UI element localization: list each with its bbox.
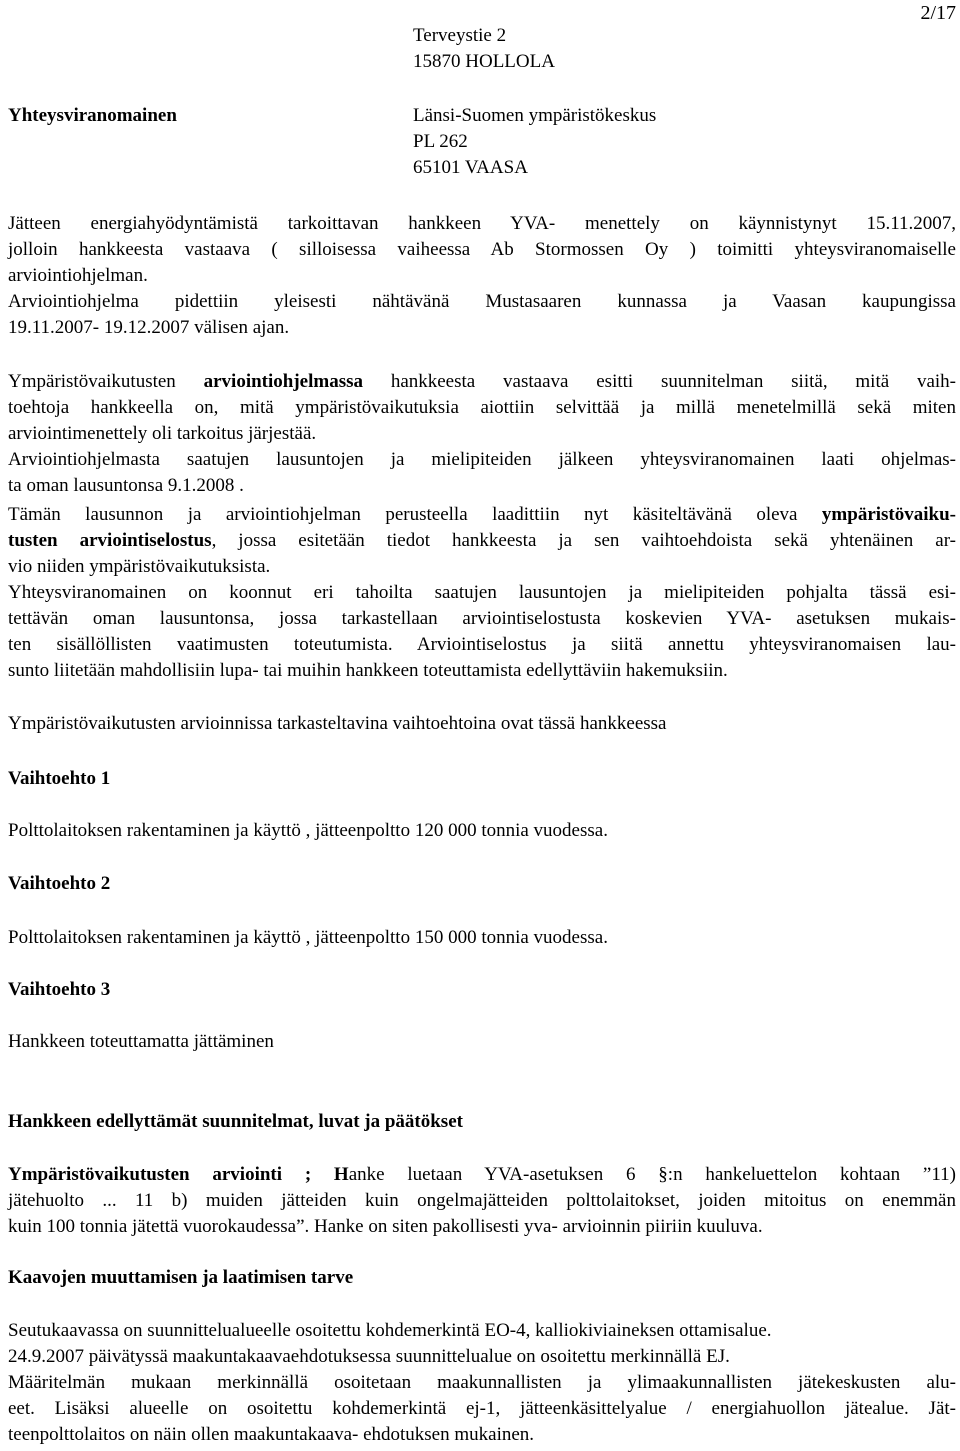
contact-line-2: PL 262 xyxy=(413,131,468,152)
process-paragraph-4 xyxy=(8,580,956,684)
eia-paragraph xyxy=(8,1162,956,1240)
address-line-1: Terveystie 2 xyxy=(413,25,507,46)
alternative-1-text: Polttolaitoksen rakentaminen ja käyttö , jätteenpoltto 120 000 tonnia vuodessa. xyxy=(8,820,608,841)
alternative-1-title: Vaihtoehto 1 xyxy=(8,768,111,789)
text-line: arviointimenettely oli tarkoitus järjestää. xyxy=(8,423,317,444)
contact-line-1: Länsi-Suomen ympäristökeskus xyxy=(413,105,657,126)
zoning-paragraph xyxy=(8,1318,956,1448)
text-run: , jossa esitetään tiedot hankkeesta ja sen vaihtoehdoista sekä yhtenäinen ar- xyxy=(211,530,956,551)
text-run: Tämän lausunnon ja arviointiohjelman perusteella laadittiin nyt käsiteltävänä oleva xyxy=(8,504,822,525)
contact-label: Yhteysviranomainen xyxy=(8,105,177,126)
emphasis-arviointiselostus: tusten arviointiselostus xyxy=(8,530,212,551)
text-line: Yhteysviranomainen on koonnut eri tahoilta saatujen lausuntojen ja mielipiteiden pohjalta tässä esi- xyxy=(8,582,956,603)
eia-label: Ympäristövaikutusten arviointi ; H xyxy=(8,1164,349,1185)
text-line: ten sisällöllisten vaatimusten toteutumista. Arviointiselostus ja siitä annettu yhteysviranomaisen lau- xyxy=(8,634,956,655)
alternative-3-text: Hankkeen toteuttamatta jättäminen xyxy=(8,1031,274,1052)
text-line: Arviointiohjelma pidettiin yleisesti nähtävänä Mustasaaren kunnassa ja Vaasan kaupungissa xyxy=(8,291,956,312)
text-line: kuin 100 tonnia jätettä vuorokaudessa”. Hanke on siten pakollisesti yva- arvioinnin piiriin kuuluva. xyxy=(8,1216,763,1237)
text-line: Seutukaavassa on suunnittelualueelle osoitettu kohdemerkintä EO-4, kalliokiviaineksen ottamisalue. xyxy=(8,1320,772,1341)
text-line: arviointiohjelman. xyxy=(8,265,148,286)
alternatives-intro: Ympäristövaikutusten arvioinnissa tarkasteltavina vaihtoehtoina ovat tässä hankkeessa xyxy=(8,713,667,734)
text-line xyxy=(8,528,956,554)
alternative-2-title: Vaihtoehto 2 xyxy=(8,873,111,894)
alternative-3-title: Vaihtoehto 3 xyxy=(8,979,111,1000)
intro-paragraph-1 xyxy=(8,211,956,289)
text-run: anke luetaan YVA-asetuksen 6 §:n hankeluettelon kohtaan ”11) xyxy=(348,1164,956,1185)
text-line: Jätteen energiahyödyntämistä tarkoittavan hankkeen YVA- menettely on käynnistynyt 15.11.2007, xyxy=(8,213,956,234)
text-line: vio niiden ympäristövaikutuksista. xyxy=(8,556,271,577)
text-line: toehtoja hankkeella on, mitä ympäristövaikutuksia aiottiin selvittää ja millä menetelmillä sekä miten xyxy=(8,397,956,418)
process-paragraph-1 xyxy=(8,369,956,447)
text-line: teenpolttolaitos on näin ollen maakuntakaava- ehdotuksen mukainen. xyxy=(8,1424,535,1445)
page-number: 2/17 xyxy=(920,2,956,24)
text-line: tettävän oman lausuntonsa, jossa tarkastellaan arviointiselostusta koskevien YVA- asetuksen mukais- xyxy=(8,608,956,629)
process-paragraph-3 xyxy=(8,502,956,580)
text-line: sunto liitetään mahdollisiin lupa- tai muihin hankkeen toteuttamista edellyttäviin hakemuksiin. xyxy=(8,660,728,681)
address-line-2: 15870 HOLLOLA xyxy=(413,51,555,72)
contact-line-3: 65101 VAASA xyxy=(413,157,528,178)
text-line: jolloin hankkeesta vastaava ( silloisessa vaiheessa Ab Stormossen Oy ) toimitti yhteysviranomaiselle xyxy=(8,239,956,260)
text-run: Ympäristövaikutusten xyxy=(8,371,204,392)
text-line: 19.11.2007- 19.12.2007 välisen ajan. xyxy=(8,317,290,338)
text-line xyxy=(8,502,956,528)
text-line: jätehuolto ... 11 b) muiden jätteiden kuin ongelmajätteiden polttolaitokset, joiden mitoitus on enemmän xyxy=(8,1190,956,1211)
text-line xyxy=(8,1162,956,1188)
text-line xyxy=(8,369,956,395)
emphasis-ymparistovaikutusten: ympäristövaiku- xyxy=(821,504,956,525)
text-run: hankkeesta vastaava esitti suunnitelman siitä, mitä vaih- xyxy=(363,371,956,392)
intro-paragraph-2 xyxy=(8,289,956,341)
text-line: Määritelmän mukaan merkinnällä osoitetaan maakunnallisten ja ylimaakunnallisten jätekeskusten alu- xyxy=(8,1372,956,1393)
alternative-2-text: Polttolaitoksen rakentaminen ja käyttö , jätteenpoltto 150 000 tonnia vuodessa. xyxy=(8,927,608,948)
emphasis-arviointiohjelmassa: arviointiohjelmassa xyxy=(203,371,364,392)
process-paragraph-2 xyxy=(8,447,956,499)
text-line: 24.9.2007 päivätyssä maakuntakaavaehdotuksessa suunnittelualue on osoitettu merkinnällä EJ. xyxy=(8,1346,730,1367)
text-line: eet. Lisäksi alueelle on osoitettu kohdemerkintä ej-1, jätteenkäsittelyalue / energiahuollon jätealue. Jät- xyxy=(8,1398,956,1419)
text-line: ta oman lausuntonsa 9.1.2008 . xyxy=(8,475,244,496)
text-line: Arviointiohjelmasta saatujen lausuntojen ja mielipiteiden jälkeen yhteysviranomainen laati ohjelmas- xyxy=(8,449,956,470)
plans-heading: Hankkeen edellyttämät suunnitelmat, luvat ja päätökset xyxy=(8,1111,463,1132)
zoning-heading: Kaavojen muuttamisen ja laatimisen tarve xyxy=(8,1267,354,1288)
